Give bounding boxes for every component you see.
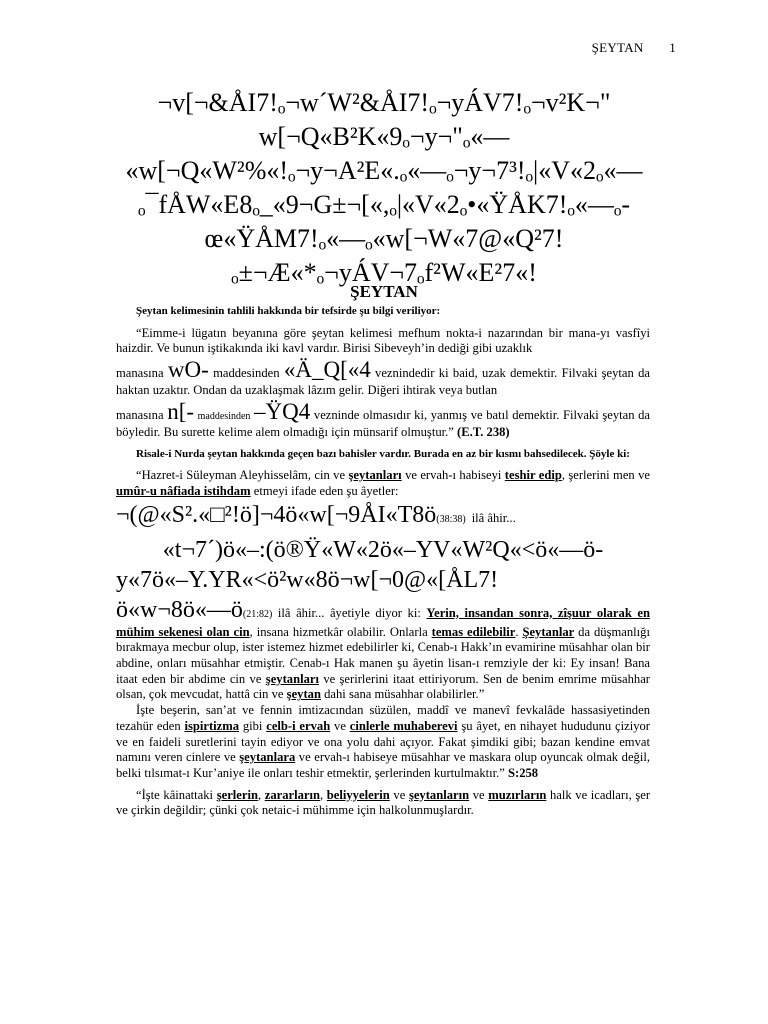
arabic-verse-1: [116, 500, 650, 535]
source-reference: (E.T. 238): [457, 424, 510, 439]
underlined-term: celb-i ervah: [266, 718, 331, 733]
page-number: 1: [669, 40, 676, 55]
underlined-term: Şeytanlar: [522, 624, 575, 639]
text: dahi sana müsahhar olabilirler.”: [324, 687, 485, 702]
quote-suleyman: [116, 468, 650, 499]
paragraph-cin: [116, 595, 650, 704]
paragraph-derivation-1: [116, 357, 650, 399]
underlined-term: umûr-u nâfiada istihdam: [116, 483, 251, 498]
underlined-term: şeytanların: [408, 787, 470, 802]
header-title: ŞEYTAN: [591, 40, 644, 55]
text: etmeyi ifade eden şu âyetler:: [253, 483, 399, 498]
paragraph-ispirtizma: [116, 703, 650, 782]
arabic-root-2: n[-: [167, 398, 195, 424]
intro-line-2: Risale-i Nurda şeytan hakkında geçen bazı bahisler vardır. Burada en az bir kısmı bahsedilecek. Şöyle ki:: [136, 447, 630, 460]
text: ve: [334, 718, 346, 733]
text: .: [515, 624, 519, 639]
underlined-term: şeytanlara: [239, 750, 296, 765]
text: halk ve icadları, şer ve çirkin değildir; çünki çok netaic-i mühimme için halkolunmuşlardır.: [116, 787, 651, 818]
underlined-term: teshir edip: [504, 468, 562, 483]
text: , insana hizmetkâr olabilir. Onlarla: [249, 624, 428, 639]
text: “Hazret-i Süleyman Aleyhisselâm, cin ve: [136, 468, 346, 483]
verse-reference: (21:82): [242, 608, 273, 620]
text: manasına: [116, 366, 164, 381]
text: ve ervah-ı habiseye müsahhar ve maskara olup oyuncak olmak değil, belki tılsımat-ı Kur’aniye ile onları teshir etmektir, şerlerinden kurtulmaktır.”: [116, 750, 650, 780]
underlined-term: şeytanları: [265, 671, 319, 686]
text: ve: [472, 787, 485, 802]
underlined-term: zararların: [264, 787, 321, 802]
body-text: [116, 304, 650, 819]
underlined-term: şeytanları: [348, 468, 402, 483]
text: şu âyet, en nihayet hududunu çiziyor ve en faideli suretlerini tayin ediyor ve ona yolu dahi açıyor. Fakat şimdiki gibi; bazan kendine emvat namını veren cinlere ve: [116, 718, 650, 765]
text: ilâ âhir...: [471, 510, 516, 525]
section-title: ŞEYTAN: [350, 282, 418, 301]
paragraph-kainat: “İşte kâinattaki şerlerin, zararların, beliyyelerin ve şeytanların ve muzırların halk ve icadları, şer ve çirkin değildir; çünki çok netaic-i mühimme için halkolunmuşlardır.: [116, 787, 651, 818]
arabic-pattern-1: «Ä_Q[«4: [283, 357, 371, 383]
text: maddesinden: [213, 366, 280, 381]
arabic-verse-2: «t¬7´)ö«–:(ö®Ÿ«W«2ö«–YV«W²Q«<ö«—ö-: [162, 536, 604, 563]
underlined-term: muzırların: [488, 787, 547, 802]
text: maddesinden: [197, 410, 251, 422]
paragraph-lexicon: “Eimme-i lügatın beyanına göre şeytan kelimesi mefhum nokta-i nazarından bir mana-yı vasfîyi haizdir. Ve bunun iştikakında iki kavl vardır. Birisi Sibeveyh’in dediği gibi uzaklık: [116, 325, 650, 356]
arabic-root-1: wO-: [167, 357, 209, 383]
arabic-pattern-2: –ŸQ4: [254, 398, 311, 424]
arabic-verse-3: y«7ö«–Y.YR«<ö²w«8ö¬w[¬0@«[ÅL7!: [116, 566, 499, 593]
text: “İşte kâinattaki: [136, 787, 214, 802]
underlined-term: beliyyelerin: [326, 787, 390, 802]
text: ve şerirlerini itaat ettiriyorum. Sen de benim emrime müsahhar olsan, çok mevcudat, hattâ cin ve: [116, 671, 650, 702]
text: , şerlerini men ve: [561, 468, 650, 483]
text: veznindedir ki baid, uzak demektir. Filvaki şeytan da haktan uzaktır. Ondan da uzaklaşmak lâzım gelir. Diğeri ihtirak veya butlan: [116, 366, 650, 398]
paragraph-derivation-2: [116, 399, 650, 441]
underlined-term: Yerin, insandan sonra, zîşuur olarak en mühim sekenesi olan cin: [116, 605, 650, 639]
underlined-term: cinlerle muhaberevi: [349, 718, 458, 733]
text: vezninde olmasıdır ki, yanmış ve batıl demektir. Filvaki şeytan da böyledir. Bu surette kelime alem olmadığı için münsarif olmuştur.”: [116, 407, 651, 439]
text: ve: [393, 787, 406, 802]
text: İşte beşerin, san’at ve fennin imtizacından süzülen, maddî ve manevî fevkalâde hassasiyetinden tezahür eden: [116, 703, 650, 733]
text: manasına: [116, 407, 164, 422]
text: ve ervah-ı habiseyi: [405, 468, 502, 483]
text: gibi: [242, 718, 263, 733]
underlined-term: şerlerin: [216, 787, 258, 802]
arabic-verse-text: ¬(@«S².«□²!ö]¬4ö«w[¬9ÅI«T8ö: [116, 501, 437, 528]
underlined-term: şeytan: [286, 687, 321, 702]
underlined-term: temas edilebilir: [431, 624, 516, 639]
running-header: [570, 40, 676, 56]
verse-reference: (38:38): [436, 513, 466, 525]
intro-line: Şeytan kelimesinin tahlili hakkında bir tefsirde şu bilgi veriliyor:: [136, 305, 441, 317]
arabic-heading-glyphs: ¬v[¬&ÅI7!ₒ¬w´W²&ÅI7!ₒ¬yÁV7!ₒ¬v²K¬" w[¬Q«B²K«9ₒ¬y¬"ₒ«— «w[¬Q«W²%«!ₒ¬y¬A²E«.ₒ«—ₒ¬y¬7³!ₒ|«V«2ₒ«— ₒ¯fÅW«E8ₒ_«9¬G±¬[«,ₒ|«V«2ₒ•«ŸÅK7!ₒ«—ₒ- œ«ŸÅM7!ₒ«—ₒ«w[¬W«7@«Q²7! ₒ±¬Æ«*ₒ¬yÁV¬7ₒf²W«E²7«!: [125, 88, 643, 287]
text: da düşmanlığı bırakmaya mecbur olup, ister istemez hizmet edebilirler ki, Cenab-ı Hakk’ın evamirine müsahhar olan bir abdine, onları müsahhar etmiştir. Cenab-ı Hak manen şu âyetin lisan-ı remziyle der ki: Ey insan! Bana itaat eden bir abdime cin ve: [116, 624, 650, 686]
source-reference: S:258: [508, 765, 539, 780]
arabic-verse-text: ö«w¬8ö«—ö: [116, 596, 243, 623]
underlined-term: ispirtizma: [184, 718, 240, 733]
text: ilâ âhir... âyetiyle diyor ki:: [277, 605, 421, 620]
